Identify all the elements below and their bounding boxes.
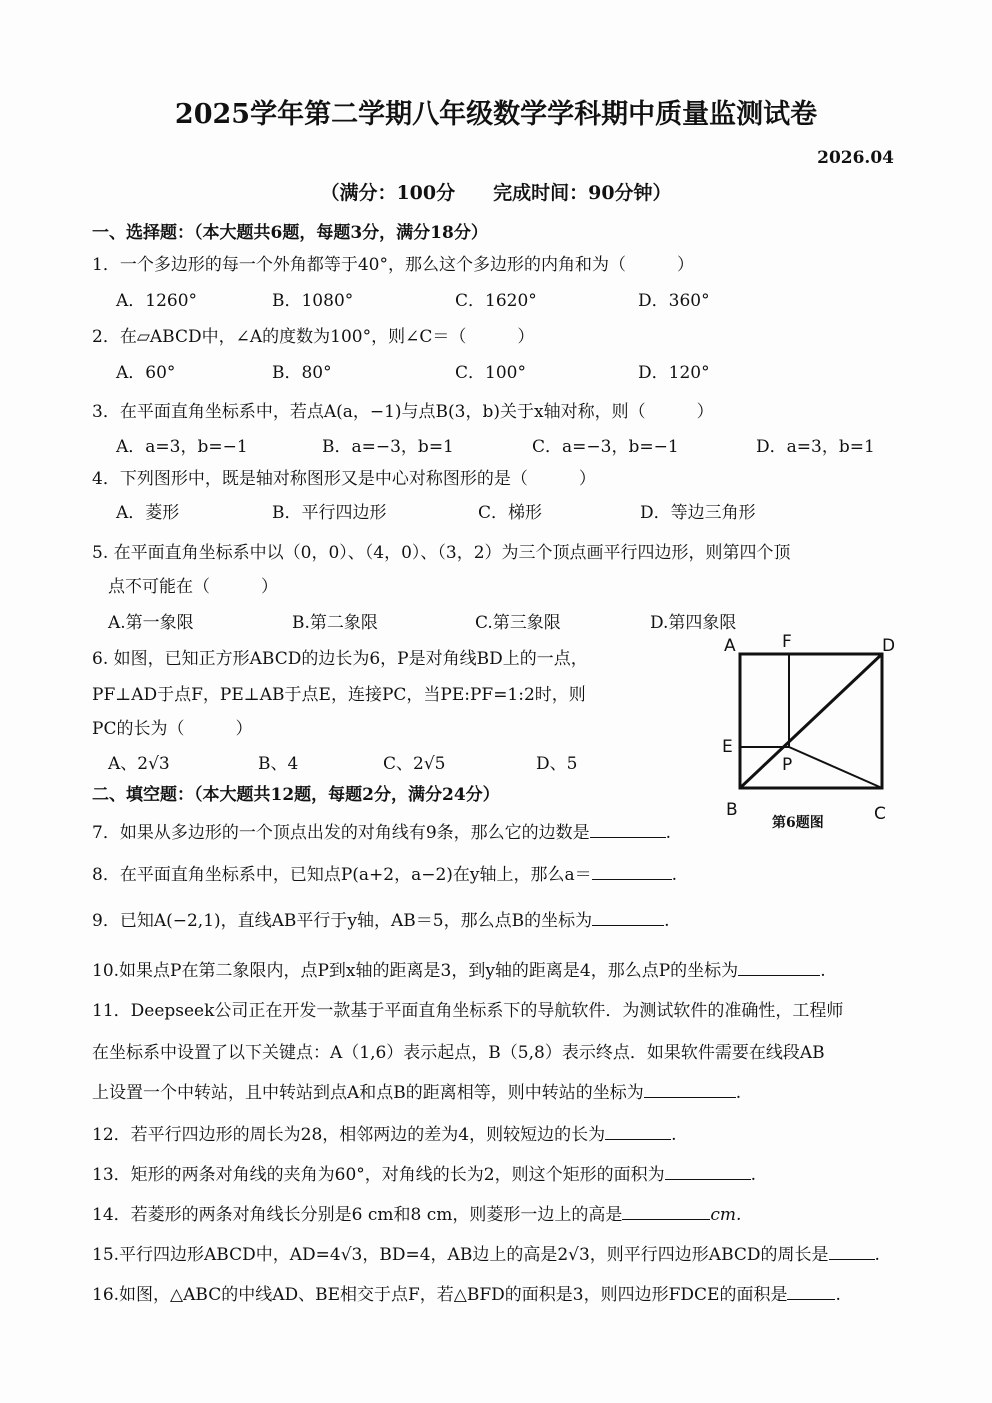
- answer-blank-10[interactable]: [738, 958, 820, 976]
- question-15-text: 15.平行四边形ABCD中，AD=4√3，BD=4，AB边上的高是2√3，则平行四边形ABCD的周长是: [92, 1245, 829, 1265]
- section-2-heading: 二、填空题：（本大题共12题，每题2分，满分24分）: [92, 785, 500, 805]
- question-13: [92, 1160, 756, 1185]
- page-title: 2025学年第二学期八年级数学学科期中质量监测试卷: [174, 99, 818, 130]
- question-10-text: 10.如果点P在第二象限内，点P到x轴的距离是3，到y轴的距离是4，那么点P的坐标为: [92, 961, 739, 981]
- question-1: 1．一个多边形的每一个外角都等于40°，那么这个多边形的内角和为（ ）: [92, 255, 694, 275]
- question-6-line-3: PC的长为（ ）: [92, 719, 253, 739]
- question-14-unit: cm.: [710, 1205, 742, 1225]
- q6-option-a: A、2√3: [108, 754, 170, 774]
- q3-option-d: D．a=3，b=1: [756, 437, 875, 457]
- question-11-line-1: 11．Deepseek公司正在开发一款基于平面直角坐标系下的导航软件．为测试软件的准确性，工程师: [92, 1001, 844, 1021]
- question-9-end: .: [664, 911, 670, 931]
- label-a: A: [724, 636, 736, 656]
- question-16-text: 16.如图，△ABC的中线AD、BE相交于点F，若△BFD的面积是3，则四边形FDCE的面积是: [92, 1285, 788, 1305]
- question-11-text: 上设置一个中转站，且中转站到点A和点B的距离相等，则中转站的坐标为: [92, 1083, 644, 1103]
- label-b: B: [726, 800, 738, 820]
- q5-option-d: D.第四象限: [650, 613, 737, 633]
- answer-blank-12[interactable]: [605, 1122, 671, 1140]
- section-1-heading: 一、选择题：（本大题共6题，每题3分，满分18分）: [92, 223, 488, 243]
- question-11-end: .: [735, 1083, 742, 1103]
- exam-date: 2026.04: [817, 148, 894, 168]
- question-15-end: .: [874, 1245, 880, 1265]
- q3-option-b: B．a=−3，b=1: [322, 437, 454, 457]
- q3-option-c: C．a=−3，b=−1: [532, 437, 679, 457]
- question-14-text: 14．若菱形的两条对角线长分别是6 cm和8 cm，则菱形一边上的高是: [92, 1205, 623, 1225]
- exam-info: （满分：100分 完成时间：90分钟）: [320, 182, 672, 204]
- q6-option-d: D、5: [536, 754, 578, 774]
- q5-option-b: B.第二象限: [292, 613, 378, 633]
- q1-option-a: A．1260°: [116, 291, 198, 311]
- question-8-end: .: [671, 865, 678, 885]
- question-4: 4．下列图形中，既是轴对称图形又是中心对称图形的是（ ）: [92, 469, 596, 489]
- question-2: 2．在▱ABCD中，∠A的度数为100°，则∠C＝（ ）: [92, 327, 535, 347]
- q2-option-b: B．80°: [272, 363, 332, 383]
- label-p: P: [782, 755, 793, 775]
- q4-option-a: A．菱形: [116, 503, 180, 523]
- q3-option-a: A．a=3，b=−1: [116, 437, 248, 457]
- question-14: [92, 1200, 741, 1225]
- question-5-line-2: 点不可能在（ ）: [108, 577, 278, 597]
- question-9: [92, 906, 670, 931]
- answer-blank-11[interactable]: [644, 1080, 736, 1098]
- answer-blank-13[interactable]: [665, 1162, 751, 1180]
- question-10-end: .: [820, 961, 826, 981]
- q6-option-b: B、4: [258, 754, 299, 774]
- question-6-line-2: PF⊥AD于点F，PE⊥AB于点E，连接PC，当PE:PF=1:2时，则: [92, 685, 586, 705]
- label-e: E: [722, 737, 733, 757]
- question-16-end: .: [835, 1285, 841, 1305]
- q4-option-c: C．梯形: [478, 503, 543, 523]
- question-11-line-3: [92, 1078, 741, 1103]
- q1-option-b: B．1080°: [272, 291, 354, 311]
- question-5-line-1: 5. 在平面直角坐标系中以（0，0）、（4，0）、（3，2）为三个顶点画平行四边形，则第四个顶: [92, 543, 791, 563]
- q1-option-c: C．1620°: [455, 291, 537, 311]
- question-12-end: .: [671, 1125, 677, 1145]
- q4-option-d: D．等边三角形: [640, 503, 756, 523]
- question-7-end: .: [665, 823, 672, 843]
- q5-option-c: C.第三象限: [475, 613, 561, 633]
- question-3: 3．在平面直角坐标系中，若点A(a，−1)与点B(3，b)关于x轴对称，则（ ）: [92, 402, 714, 422]
- figure-caption: 第6题图: [772, 815, 824, 831]
- q5-option-a: A.第一象限: [108, 613, 194, 633]
- answer-blank-9[interactable]: [592, 908, 664, 926]
- label-f: F: [782, 632, 792, 652]
- question-13-text: 13．矩形的两条对角线的夹角为60°，对角线的长为2，则这个矩形的面积为: [92, 1165, 665, 1185]
- q1-option-d: D．360°: [638, 291, 710, 311]
- question-13-end: .: [750, 1165, 756, 1185]
- question-12: [92, 1120, 677, 1145]
- question-10: [92, 956, 826, 981]
- diagonal-bd: [740, 654, 882, 788]
- question-12-text: 12．若平行四边形的周长为28，相邻两边的差为4，则较短边的长为: [92, 1125, 606, 1145]
- question-8: [92, 860, 677, 885]
- q6-option-c: C、2√5: [383, 754, 446, 774]
- q2-option-c: C．100°: [455, 363, 526, 383]
- question-9-text: 9．已知A(−2,1)，直线AB平行于y轴，AB＝5，那么点B的坐标为: [92, 911, 593, 931]
- answer-blank-7[interactable]: [590, 820, 666, 838]
- label-c: C: [874, 804, 886, 824]
- question-6-line-1: 6. 如图，已知正方形ABCD的边长为6，P是对角线BD上的一点，: [92, 649, 588, 669]
- answer-blank-16[interactable]: [787, 1282, 835, 1300]
- question-11-line-2: 在坐标系中设置了以下关键点：A（1,6）表示起点，B（5,8）表示终点．如果软件需要在线段AB: [92, 1043, 825, 1063]
- label-d: D: [882, 636, 896, 656]
- answer-blank-8[interactable]: [592, 862, 672, 880]
- question-7-text: 7．如果从多边形的一个顶点出发的对角线有9条，那么它的边数是: [92, 823, 590, 843]
- q2-option-d: D．120°: [638, 363, 710, 383]
- q2-option-a: A．60°: [116, 363, 176, 383]
- q4-option-b: B．平行四边形: [272, 503, 387, 523]
- answer-blank-14[interactable]: [622, 1202, 710, 1220]
- question-8-text: 8．在平面直角坐标系中，已知点P(a+2，a−2)在y轴上，那么a＝: [92, 865, 592, 885]
- question-15: [92, 1240, 880, 1265]
- question-7: [92, 818, 671, 843]
- question-16: [92, 1280, 841, 1305]
- segment-pc: [789, 747, 882, 788]
- answer-blank-15[interactable]: [829, 1242, 875, 1260]
